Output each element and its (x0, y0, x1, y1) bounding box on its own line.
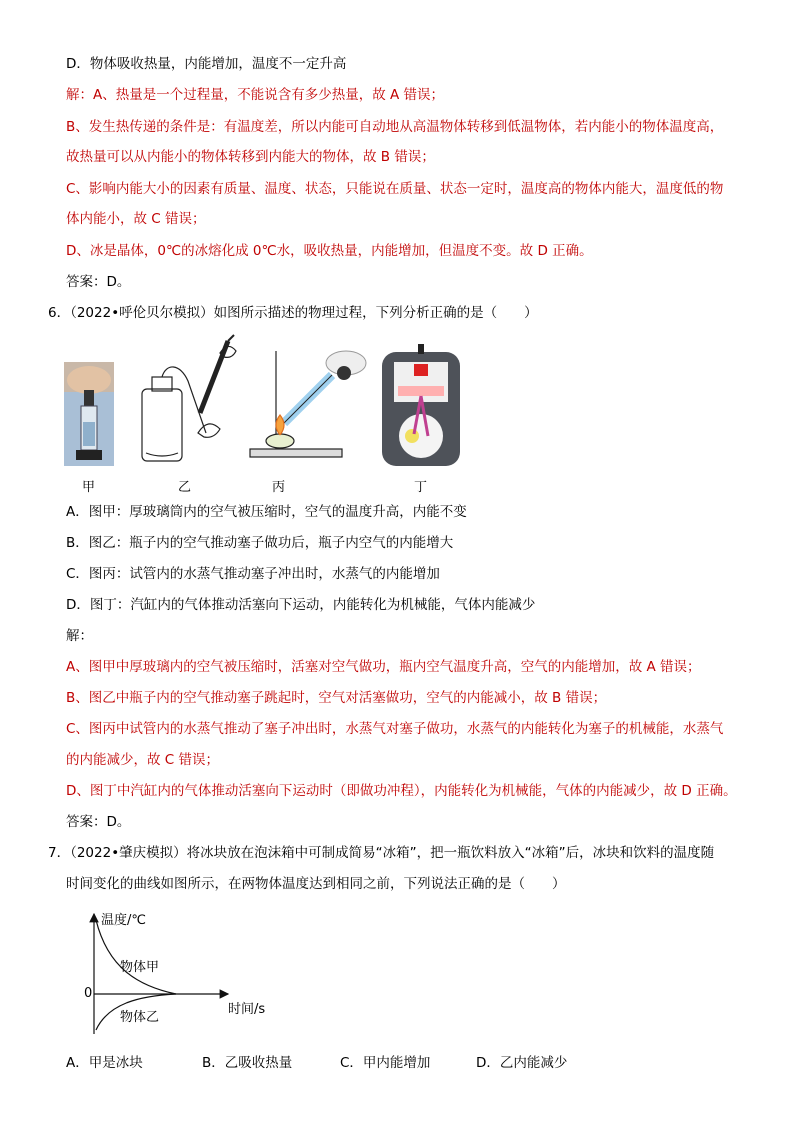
graph-origin: 0 (84, 986, 93, 1001)
figure-yi-bottle-pump (136, 333, 248, 467)
q5-option-d: D．物体吸收热量，内能增加，温度不一定升高 (66, 56, 347, 72)
figure-jia-syringe (64, 362, 114, 466)
figure-bing-test-tube (246, 345, 376, 463)
q6-answer: 答案：D。 (66, 814, 131, 830)
q6-solution-line: B、图乙中瓶子内的空气推动塞子跳起时，空气对活塞做功，空气的内能减小，故 B 错误； (66, 690, 607, 706)
graph-x-label: 时间/s (228, 1002, 266, 1017)
q6-solution-line: C、图丙中试管内的水蒸气推动了塞子冲出时，水蒸气对塞子做功，水蒸气的内能转化为塞子的机械能，水蒸气 (66, 721, 724, 737)
graph-y-label: 温度/℃ (101, 913, 146, 928)
q7-option-c: C．甲内能增加 (340, 1055, 431, 1071)
q6-stem: 6．（2022•呼伦贝尔模拟）如图所示描述的物理过程，下列分析正确的是（ ） (48, 305, 538, 321)
q6-solution-line: 的内能减少，故 C 错误； (66, 752, 220, 768)
figure-label: 甲 (82, 480, 96, 495)
q6-solution-label: 解： (66, 628, 93, 644)
q7-option-b: B．乙吸收热量 (202, 1055, 293, 1071)
q7-stem-line1: 7．（2022•肇庆模拟）将冰块放在泡沫箱中可制成简易“冰箱”，把一瓶饮料放入“冰箱”后，冰块和饮料的温度随 (48, 845, 715, 861)
q5-solution-line: C、影响内能大小的因素有质量、温度、状态，只能说在质量、状态一定时，温度高的物体内能大，温度低的物 (66, 181, 724, 197)
figure-label: 丙 (272, 480, 286, 495)
q6-option-a: A．图甲：厚玻璃筒内的空气被压缩时，空气的温度升高，内能不变 (66, 504, 467, 520)
q7-option-a: A．甲是冰块 (66, 1055, 143, 1071)
graph-curve-yi-label: 物体乙 (120, 1010, 160, 1025)
figure-label: 乙 (178, 480, 192, 495)
q5-solution-line: 体内能小，故 C 错误； (66, 211, 206, 227)
q6-solution-line: A、图甲中厚玻璃内的空气被压缩时，活塞对空气做功，瓶内空气温度升高，空气的内能增加，故 A 错误； (66, 659, 701, 675)
q6-solution-line: D、图丁中汽缸内的气体推动活塞向下运动时（即做功冲程），内能转化为机械能，气体的内能减少，故 D 正确。 (66, 783, 737, 799)
q7-option-d: D．乙内能减少 (476, 1055, 568, 1071)
q5-solution-line: 故热量可以从内能小的物体转移到内能大的物体，故 B 错误； (66, 149, 435, 165)
figure-label: 丁 (414, 480, 428, 495)
q5-answer: 答案：D。 (66, 274, 131, 290)
q5-solution-line: B、发生热传递的条件是：有温度差，所以内能可自动地从高温物体转移到低温物体，若内能小的物体温度高， (66, 119, 724, 135)
figure-ding-engine (380, 344, 462, 468)
q5-solution-line: 解：A、热量是一个过程量，不能说含有多少热量，故 A 错误； (66, 87, 445, 103)
q6-option-d: D．图丁：汽缸内的气体推动活塞向下运动，内能转化为机械能，气体内能减少 (66, 597, 536, 613)
q6-option-c: C．图丙：试管内的水蒸气推动塞子冲出时，水蒸气的内能增加 (66, 566, 440, 582)
q6-option-b: B．图乙：瓶子内的空气推动塞子做功后，瓶子内空气的内能增大 (66, 535, 454, 551)
graph-curve-jia-label: 物体甲 (120, 960, 160, 975)
q5-solution-line: D、冰是晶体，0℃的冰熔化成 0℃水，吸收热量，内能增加，但温度不变。故 D 正确。 (66, 243, 593, 259)
q7-stem-line2: 时间变化的曲线如图所示，在两物体温度达到相同之前，下列说法正确的是（ ） (66, 876, 566, 892)
